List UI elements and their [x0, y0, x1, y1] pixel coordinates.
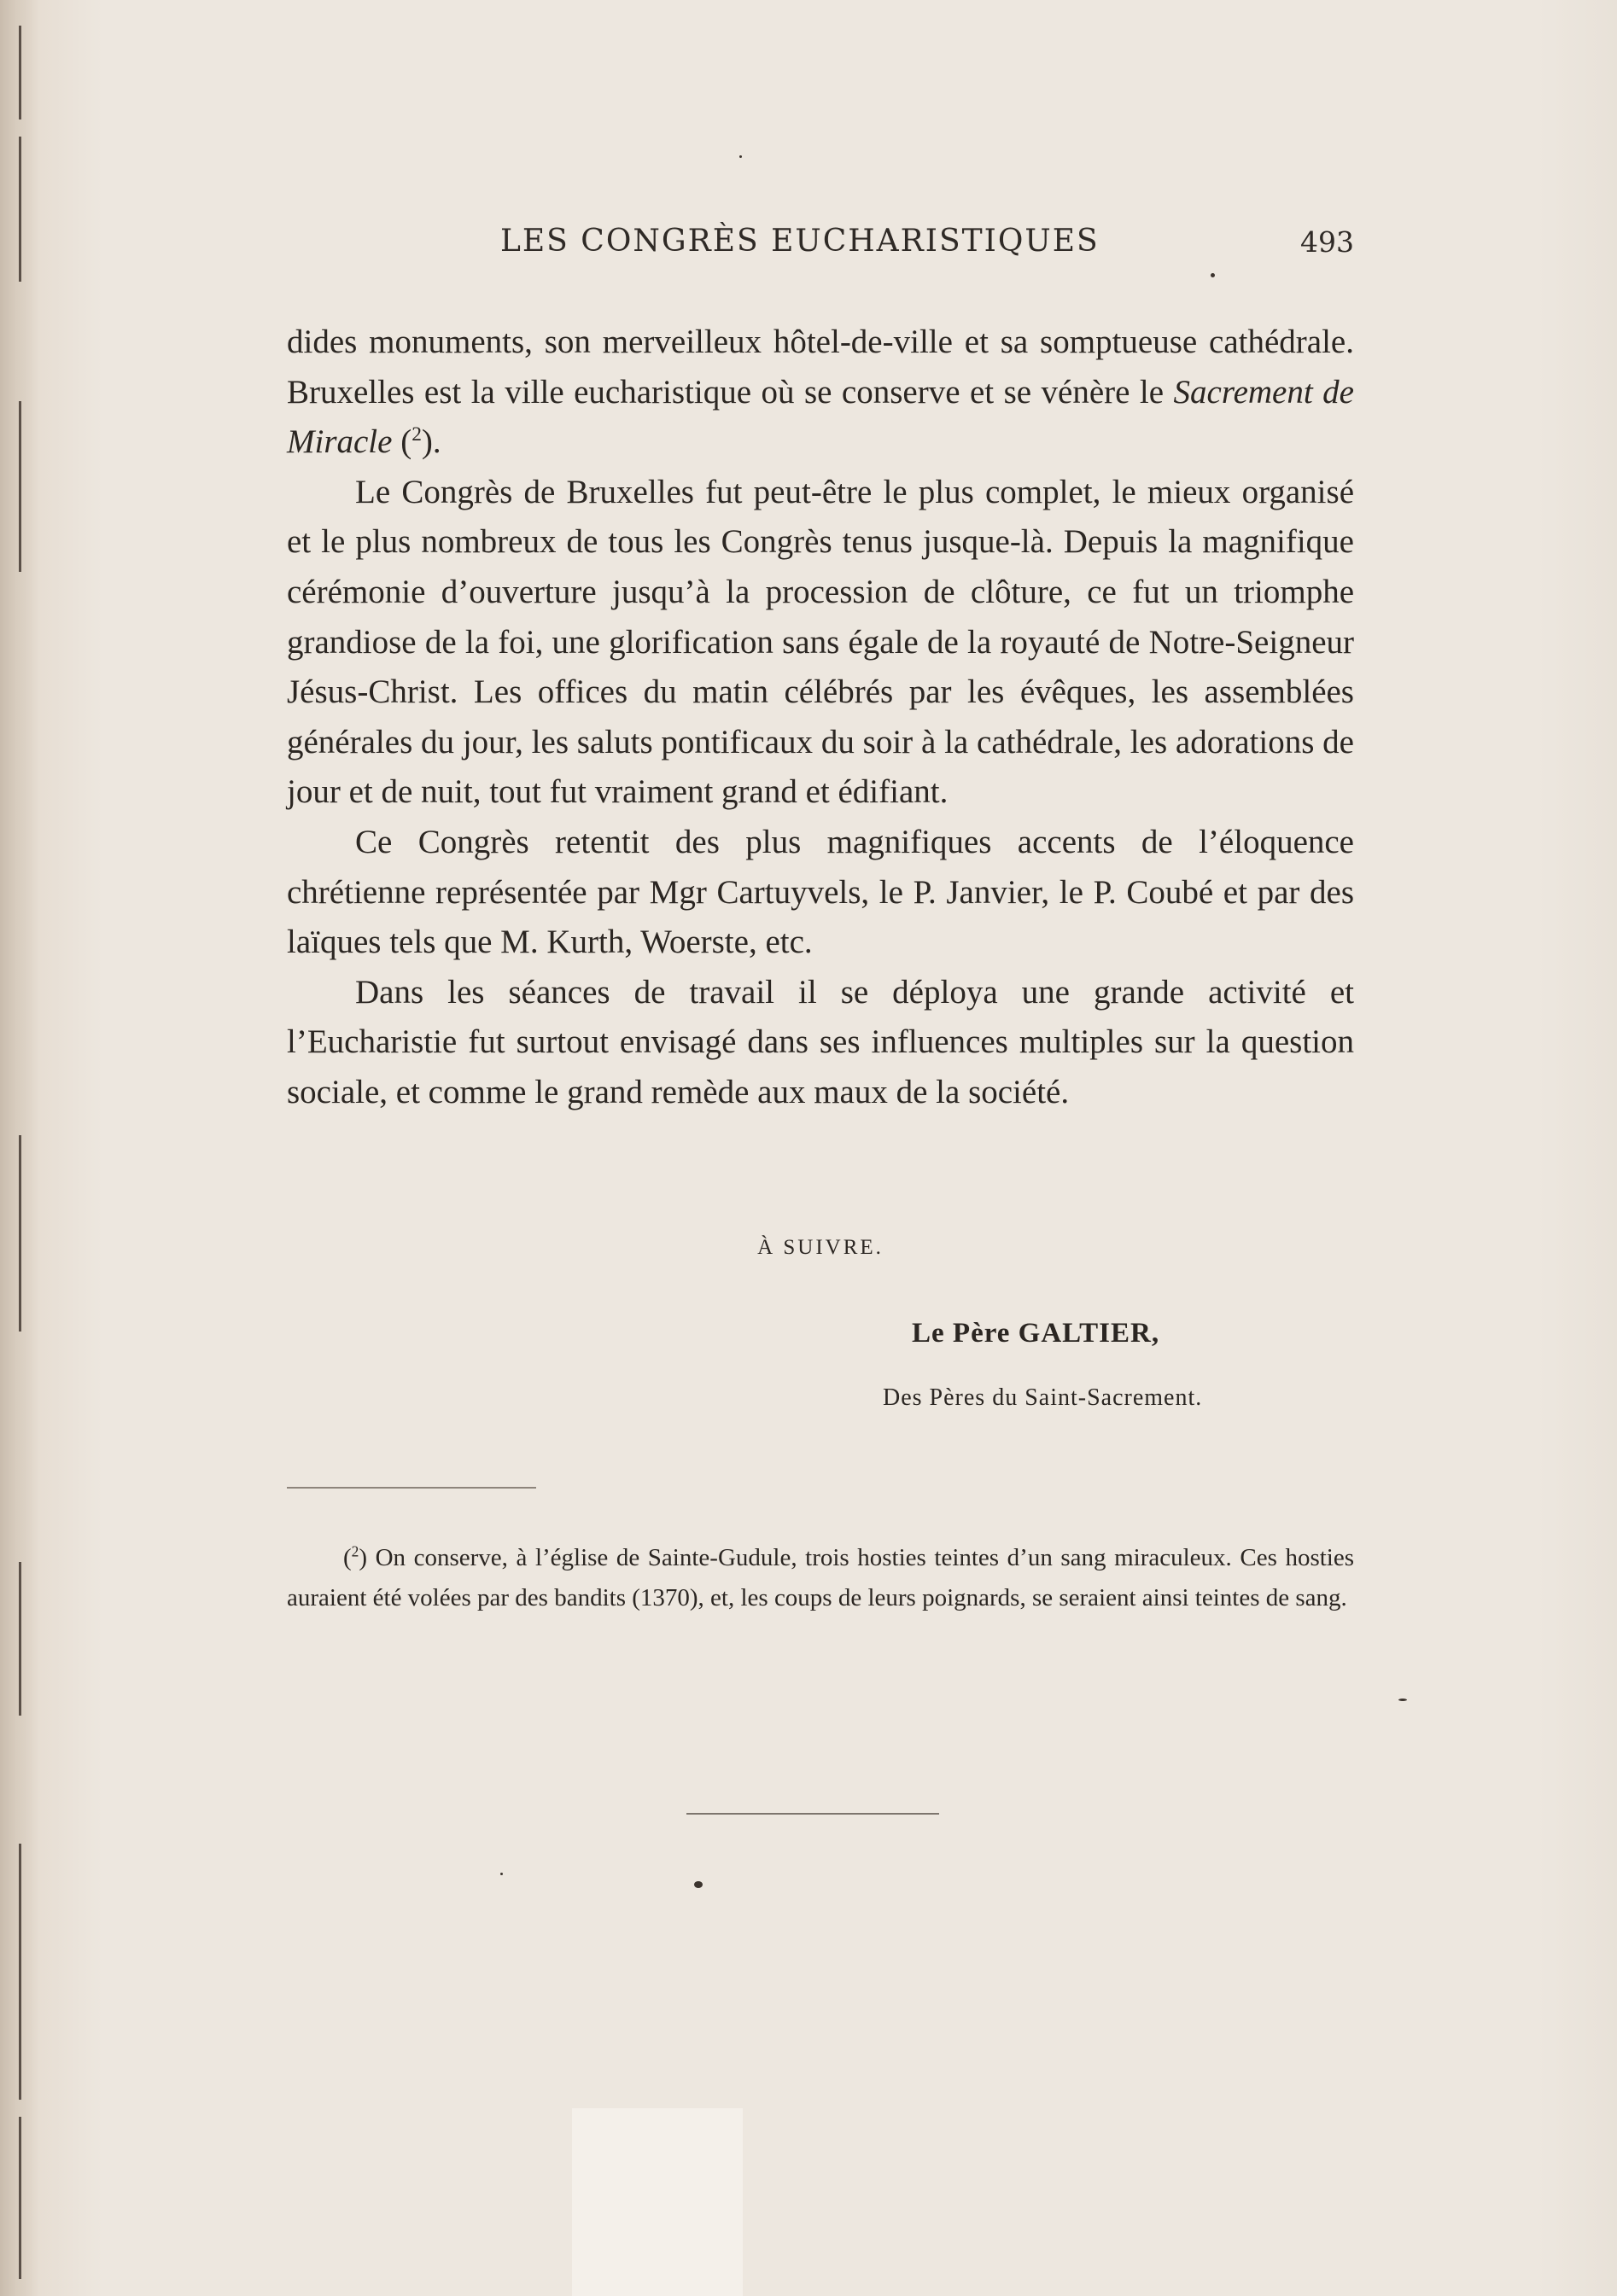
ink-speck: [694, 1881, 703, 1888]
running-title: LES CONGRÈS EUCHARISTIQUES: [500, 224, 1100, 259]
footnote-divider: [287, 1487, 536, 1489]
paper-patch: [572, 2108, 743, 2296]
ink-speck: [500, 1873, 503, 1875]
binding-stitch: [19, 2117, 21, 2279]
footnote: [287, 1538, 1354, 1618]
binding-stitch: [19, 1844, 21, 2100]
italic-term: Sacrement de Miracle: [287, 373, 1354, 461]
binding-stitch: [19, 137, 21, 282]
end-divider: [686, 1813, 939, 1815]
footnote-marker-close: ): [359, 1544, 368, 1571]
to-be-continued: À SUIVRE.: [757, 1236, 884, 1259]
binding-stitch: [19, 1135, 21, 1332]
body-text: [287, 318, 1354, 1118]
ink-speck: [739, 155, 742, 158]
binding-stitch: [19, 26, 21, 119]
footnote-text: [287, 1538, 1354, 1618]
paragraph-text: dides monuments, son merveilleux hôtel-de-ville et sa somptueuse cathédrale. Bruxelles est la ville eucharistique où se conserve et se vénère le: [287, 323, 1354, 411]
running-head: [287, 224, 1354, 266]
footnote-marker-open: (: [343, 1544, 352, 1571]
ink-speck: [1398, 1699, 1407, 1701]
footnote-marker-number: 2: [351, 1542, 359, 1560]
paragraph: Le Congrès de Bruxelles fut peut-être le plus complet, le mieux organisé et le plus nombreux de tous les Congrès tenus jusque-là. Depuis la magnifique cérémonie d’ouverture jusqu’à la procession de clôture, ce fut un triomphe grandiose de la foi, une glorification sans égale de la royauté de Notre-Seigneur Jésus-Christ. Les offices du matin célébrés par les évêques, les assemblées générales du jour, les saluts pontificaux du soir à la cathédrale, les adorations de jour et de nuit, tout fut vraiment grand et édifiant.: [287, 473, 1354, 811]
ink-speck: [1211, 273, 1215, 277]
footnote-body: On conserve, à l’église de Sainte-Gudule, trois hosties teintes d’un sang miraculeux. Ces hosties auraient été volées par des bandits (1370), et, les coups de leurs poignards, se seraient ainsi teintes de sang.: [287, 1544, 1354, 1611]
paragraph: Ce Congrès retentit des plus magnifiques accents de l’éloquence chrétienne représentée par Mgr Cartuyvels, le P. Janvier, le P. Coubé et par des laïques tels que M. Kurth, Woerste, etc.: [287, 823, 1354, 961]
footnote-ref-close: ).: [421, 423, 441, 461]
binding-stitch: [19, 1562, 21, 1716]
author-affiliation: Des Pères du Saint-Sacrement.: [883, 1384, 1203, 1411]
binding-stitch: [19, 401, 21, 572]
paragraph: Dans les séances de travail il se déploya une grande activité et l’Eucharistie fut surtout envisagé dans ses influences multiples sur la question sociale, et comme le grand remède aux maux de la société.: [287, 973, 1354, 1110]
page-number: 493: [1300, 225, 1354, 259]
author-signature: Le Père GALTIER,: [912, 1318, 1160, 1349]
footnote-ref-open: (: [392, 423, 412, 461]
footnote-ref-number: 2: [412, 423, 422, 446]
paragraph: [287, 318, 1354, 468]
